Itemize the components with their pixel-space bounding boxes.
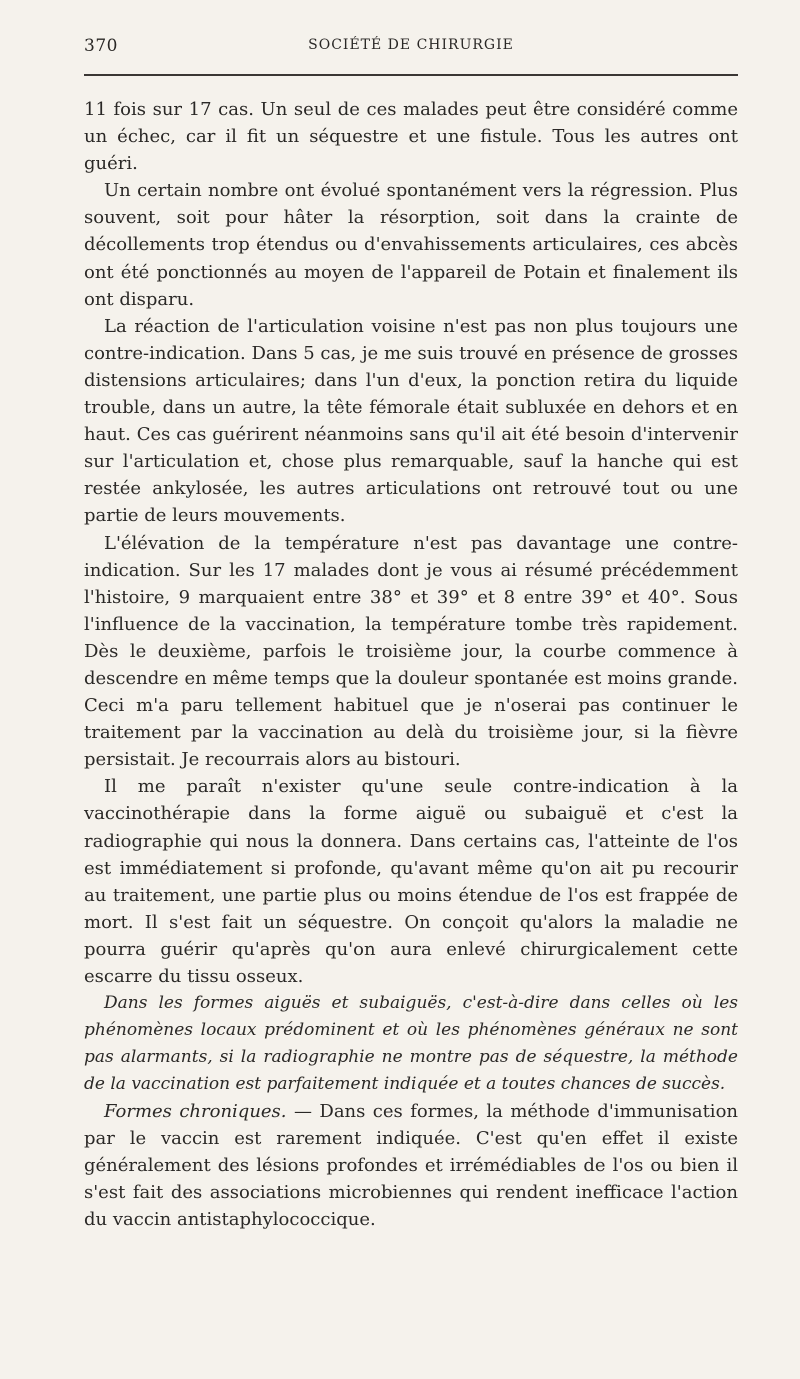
paragraph: L'élévation de la température n'est pas davantage une contre-indication. Sur les 17 malades dont je vous ai résumé précédemment l'histoire, 9 marquaient entre 38° et 39° et 8 entre 39° et 40°. Sous l'influence de la vaccination, la température tombe très rapidement. Dès le deuxième, parfois le troisième jour, la courbe commence à descendre en même temps que la douleur spontanée est moins grande. Ceci m'a paru tellement habituel que je n'oserai pas continuer le traitement par la vaccination au delà du troisième jour, si la fièvre persistait. Je recourrais alors au bistouri. [84, 532, 738, 771]
paragraph: Il me paraît n'exister qu'une seule contre-indication à la vaccinothérapie dans la forme aiguë ou subaiguë et c'est la radiographie qui nous la donnera. Dans certains cas, l'atteinte de l'os est immédiatement si profonde, qu'avant même qu'on ait pu recourir au traitement, une partie plus ou moins étendue de l'os est frappée de mort. Il s'est fait un séquestre. On conçoit qu'alors la maladie ne pourra guérir qu'après qu'on aura enlevé chirurgicalement cette escarre du tissu osseux. [84, 776, 738, 987]
page-header [84, 36, 738, 60]
paragraph: Un certain nombre ont évolué spontanément vers la régression. Plus souvent, soit pour hâter la résorption, soit dans la crainte de décollements trop étendus ou d'envahissements articulaires, ces abcès ont été ponctionnés au moyen de l'appareil de Potain et finalement ils ont disparu. [84, 180, 738, 310]
body-text [84, 96, 738, 1234]
running-title: SOCIÉTÉ DE CHIRURGIE [308, 37, 514, 53]
paragraph [84, 1098, 738, 1233]
header-rule [84, 74, 738, 76]
italic-paragraph: Dans les formes aiguës et subaiguës, c'est-à-dire dans celles où les phénomènes locaux prédominent et où les phénomènes généraux ne sont pas alarmants, si la radiographie ne montre pas de séquestre, la méthode de la vaccination est parfaitement indiquée et a toutes chances de succès. [84, 993, 738, 1095]
page-number: 370 [84, 36, 118, 56]
paragraph-text: — Dans ces formes, la méthode d'immunisation par le vaccin est rarement indiquée. C'est qu'en effet il existe généralement des lésions profondes et irrémédiables de l'os ou bien il s'est fait des associations microbiennes qui rendent inefficace l'action du vaccin antistaphylococcique. [84, 1101, 738, 1231]
section-lead: Formes chroniques. [104, 1101, 287, 1123]
paragraph: 11 fois sur 17 cas. Un seul de ces malades peut être considéré comme un échec, car il fit un séquestre et une fistule. Tous les autres ont guéri. [84, 99, 738, 175]
paragraph: La réaction de l'articulation voisine n'est pas non plus toujours une contre-indication. Dans 5 cas, je me suis trouvé en présence de grosses distensions articulaires; dans l'un d'eux, la ponction retira du liquide trouble, dans un autre, la tête fémorale était subluxée en dehors et en haut. Ces cas guérirent néanmoins sans qu'il ait été besoin d'intervenir sur l'articulation et, chose plus remarquable, sauf la hanche qui est restée ankylosée, les autres articulations ont retrouvé tout ou une partie de leurs mouvements. [84, 315, 738, 527]
